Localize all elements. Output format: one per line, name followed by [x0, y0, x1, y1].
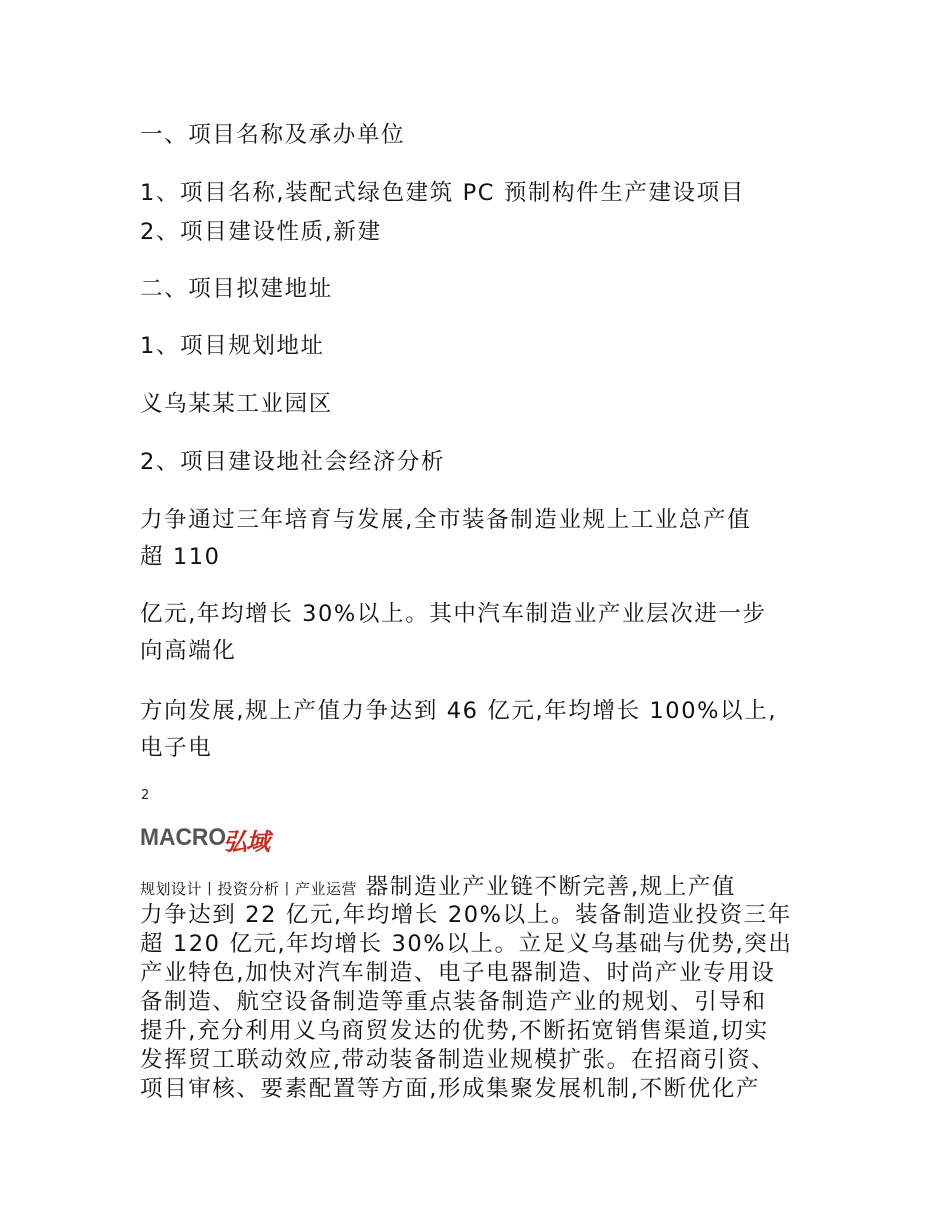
- body-line: 产业特色,加快对汽车制造、电子电器制造、时尚产业专用设: [140, 960, 776, 986]
- section-heading-2: 二、项目拟建地址: [140, 276, 333, 302]
- paragraph-line: 超 110: [140, 544, 221, 570]
- address-text: 义乌某某工业园区: [140, 391, 333, 417]
- planned-address-item: 1、项目规划地址: [140, 333, 325, 359]
- socioeconomic-analysis-item: 2、项目建设地社会经济分析: [140, 449, 446, 475]
- logo-latin-text: MACRO: [140, 824, 227, 851]
- body-line: 力争达到 22 亿元,年均增长 20%以上。装备制造业投资三年: [140, 902, 792, 928]
- body-line: 备制造、航空设备制造等重点装备制造产业的规划、引导和: [140, 989, 767, 1015]
- body-line: 项目审核、要素配置等方面,形成集聚发展机制,不断优化产: [140, 1076, 761, 1102]
- logo-mark-text: 弘域: [223, 828, 269, 856]
- tagline: 规划设计丨投资分析丨产业运营: [140, 880, 358, 898]
- paragraph-line: 电子电: [140, 735, 213, 761]
- body-line-0: 器制造业产业链不断完善,规上产值: [365, 874, 737, 900]
- body-first-line: [140, 872, 736, 904]
- paragraph-line: 亿元,年均增长 30%以上。其中汽车制造业产业层次进一步: [140, 601, 767, 627]
- paragraph-line: 向高端化: [140, 638, 237, 664]
- project-nature-item: 2、项目建设性质,新建: [140, 219, 382, 245]
- macro-logo: [140, 822, 300, 856]
- paragraph-line: 方向发展,规上产值力争达到 46 亿元,年均增长 100%以上,: [140, 698, 778, 724]
- body-line: 超 120 亿元,年均增长 30%以上。立足义乌基础与优势,突出: [140, 931, 793, 957]
- paragraph-line: 力争通过三年培育与发展,全市装备制造业规上工业总产值: [140, 507, 752, 533]
- page-number: 2: [141, 788, 150, 803]
- project-name-item: 1、项目名称,装配式绿色建筑 PC 预制构件生产建设项目: [140, 180, 745, 206]
- section-heading-1: 一、项目名称及承办单位: [140, 122, 406, 148]
- body-line: 提升,充分利用义乌商贸发达的优势,不断拓宽销售渠道,切实: [140, 1018, 769, 1044]
- body-line: 发挥贸工联动效应,带动装备制造业规模扩张。在招商引资、: [140, 1047, 776, 1073]
